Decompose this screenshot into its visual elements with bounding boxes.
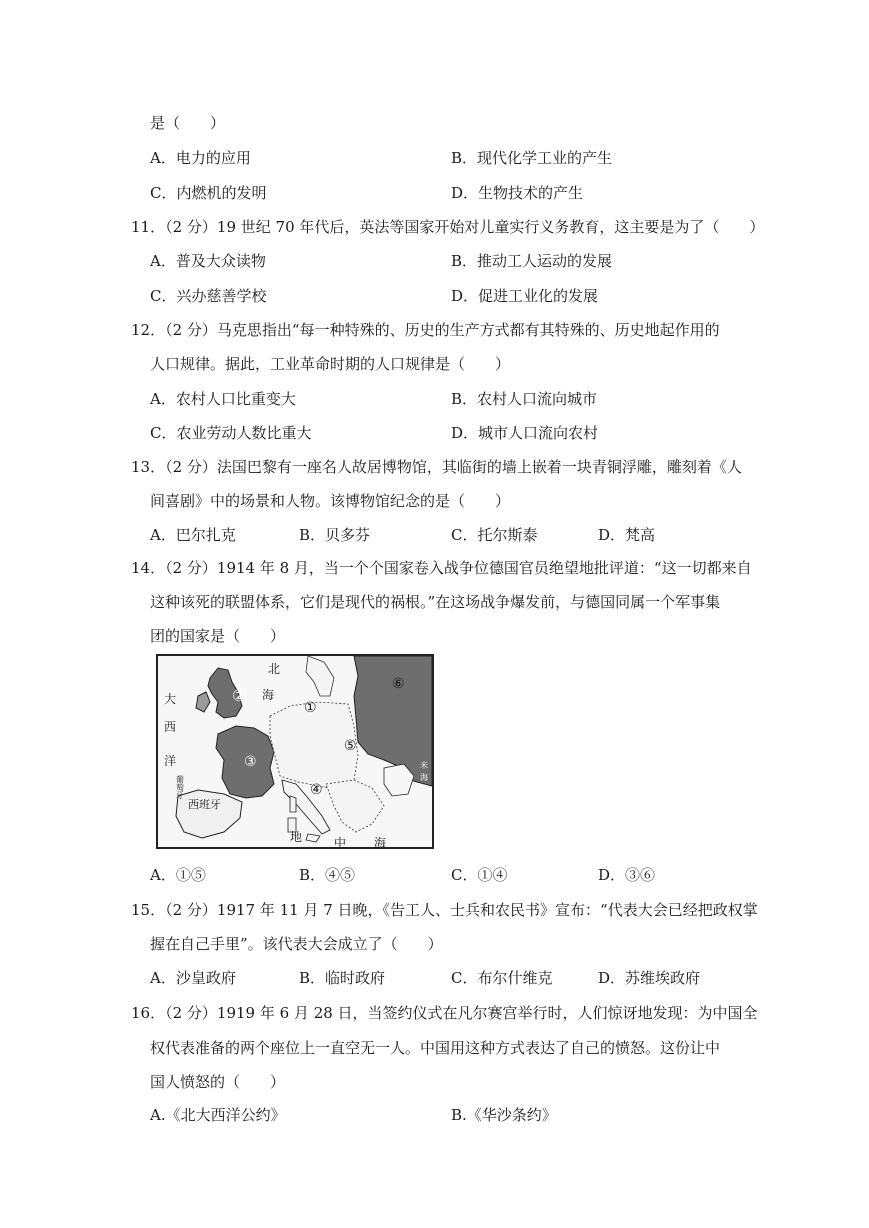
question-15-stem: 15．（2 分）1917 年 11 月 7 日晚，《告工人、士兵和农民书》宣布：“代表大会已经把政权掌 (131, 901, 758, 919)
map-label-med-2: 中 (334, 836, 347, 849)
map-marker-3: ③ (244, 754, 257, 770)
question-15-stem-cont: 握在自己手里”。该代表大会成立了（ ） (150, 935, 443, 953)
q16-option-b[interactable]: B.《华沙条约》 (451, 1106, 557, 1124)
map-marker-5: ⑤ (344, 738, 357, 754)
map-marker-4: ④ (310, 782, 323, 798)
q16-option-a[interactable]: A.《北大西洋公约》 (150, 1106, 286, 1124)
q12-option-a[interactable]: A．农村人口比重变大 (150, 390, 296, 408)
map-label-portugal-3: 牙 (176, 791, 184, 800)
q11-option-c[interactable]: C．兴办慈善学校 (150, 287, 267, 305)
map-label-atlantic-1: 大 (164, 692, 177, 706)
q13-option-c[interactable]: C．托尔斯泰 (451, 526, 538, 544)
question-14-stem-cont: 这种该死的联盟体系，它们是现代的祸根。”在这场战争爆发前，与德国同属一个军事集 (150, 593, 721, 611)
question-14-stem-cont2: 团的国家是（ ） (150, 627, 286, 645)
q14-option-a[interactable]: A．①⑤ (150, 866, 206, 884)
map-label-portugal-1: 葡 (176, 775, 184, 784)
question-16-stem-cont: 权代表准备的两个座位上一直空无一人。中国用这种方式表达了自己的愤怒。这份让中 (150, 1039, 721, 1057)
map-label-black-sea-1: 米 (420, 761, 428, 770)
question-10-stem-tail: 是（ ） (150, 114, 226, 132)
q10-option-c[interactable]: C．内燃机的发明 (150, 184, 267, 202)
q12-option-d[interactable]: D．城市人口流向农村 (451, 424, 599, 442)
question-12-stem-cont: 人口规律。据此，工业革命时期的人口规律是（ ） (150, 355, 511, 373)
q10-option-a[interactable]: A．电力的应用 (150, 149, 251, 167)
q12-option-b[interactable]: B．农村人口流向城市 (451, 390, 598, 408)
q13-option-a[interactable]: A．巴尔扎克 (150, 526, 236, 544)
map-label-med-1: 地 (290, 830, 303, 844)
q15-option-c[interactable]: C．布尔什维克 (451, 969, 553, 987)
q15-option-d[interactable]: D．苏维埃政府 (598, 969, 701, 987)
question-12-stem: 12．（2 分）马克思指出“每一种特殊的、历史的生产方式都有其特殊的、历史地起作用的 (131, 321, 720, 339)
map-marker-1: ① (304, 700, 317, 716)
q13-option-b[interactable]: B．贝多芬 (299, 526, 371, 544)
q10-option-b[interactable]: B．现代化学工业的产生 (451, 149, 613, 167)
map-label-atlantic-3: 洋 (164, 754, 177, 768)
q11-option-a[interactable]: A．普及大众读物 (150, 252, 266, 270)
q14-option-c[interactable]: C．①④ (451, 866, 508, 884)
map-label-med-3: 海 (374, 836, 387, 849)
map-marker-2: ② (232, 686, 247, 705)
europe-map-figure (156, 654, 434, 849)
map-label-north: 北 (268, 662, 281, 676)
map-label-black-sea-2: 海 (420, 773, 428, 782)
map-label-atlantic-2: 西 (164, 720, 177, 734)
q11-option-b[interactable]: B．推动工人运动的发展 (451, 252, 613, 270)
question-16-stem-cont2: 国人愤怒的（ ） (150, 1073, 286, 1091)
q15-option-a[interactable]: A．沙皇政府 (150, 969, 236, 987)
question-13-stem: 13．（2 分）法国巴黎有一座名人故居博物馆，其临街的墙上嵌着一块青铜浮雕，雕刻着《人 (131, 458, 742, 476)
map-marker-6: ⑥ (392, 676, 405, 692)
question-14-stem: 14．（2 分）1914 年 8 月，当一个个国家卷入战争位德国官员绝望地批评道：“这一切都来自 (131, 559, 752, 577)
question-16-stem: 16．（2 分）1919 年 6 月 28 日，当签约仪式在凡尔赛宫举行时，人们惊讶地发现：为中国全 (131, 1004, 758, 1022)
map-label-portugal-2: 萄 (176, 783, 184, 792)
q15-option-b[interactable]: B．临时政府 (299, 969, 386, 987)
q14-option-b[interactable]: B．④⑤ (299, 866, 356, 884)
q12-option-c[interactable]: C．农业劳动人数比重大 (150, 424, 312, 442)
question-13-stem-cont: 间喜剧》中的场景和人物。该博物馆纪念的是（ ） (150, 492, 511, 510)
q10-option-d[interactable]: D．生物技术的产生 (451, 184, 584, 202)
map-label-spain: 西班牙 (188, 798, 221, 811)
question-11-stem: 11．（2 分）19 世纪 70 年代后，英法等国家开始对儿童实行义务教育，这主要是为了（ ） (131, 218, 765, 236)
q14-option-d[interactable]: D．③⑥ (598, 866, 656, 884)
q13-option-d[interactable]: D．梵高 (598, 526, 656, 544)
map-label-sea: 海 (262, 688, 275, 702)
q11-option-d[interactable]: D．促进工业化的发展 (451, 287, 599, 305)
